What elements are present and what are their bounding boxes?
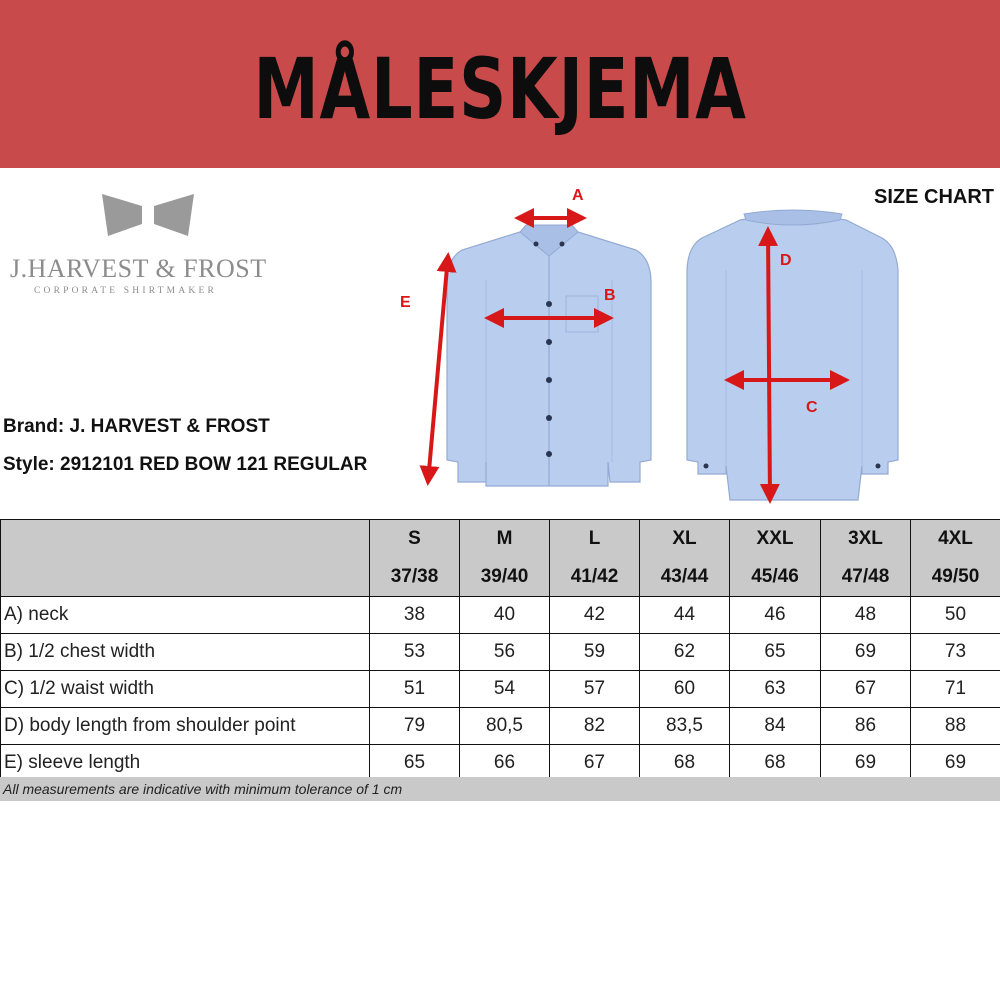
table-cell: 69: [821, 634, 911, 671]
brand-info: Brand: J. HARVEST & FROST: [3, 416, 270, 437]
label-c: C: [806, 399, 818, 416]
table-cell: 48: [821, 597, 911, 634]
back-shirt-illustration: [687, 210, 898, 500]
row-label: E) sleeve length: [1, 745, 370, 782]
table-cell: 73: [911, 634, 1000, 671]
size-table: [0, 519, 1000, 782]
table-cell: 79: [370, 708, 460, 745]
size-chart-label: SIZE CHART: [874, 186, 994, 208]
table-row: [1, 708, 1000, 745]
table-cell: 57: [550, 671, 640, 708]
size-header: S 37/38: [370, 520, 460, 597]
table-cell: 38: [370, 597, 460, 634]
table-cell: 51: [370, 671, 460, 708]
table-cell: 62: [640, 634, 730, 671]
label-d: D: [780, 252, 792, 269]
table-cell: 46: [730, 597, 821, 634]
table-cell: 56: [460, 634, 550, 671]
table-row: [1, 634, 1000, 671]
front-shirt-illustration: [447, 225, 651, 486]
style-info: Style: 2912101 RED BOW 121 REGULAR: [3, 454, 368, 475]
table-cell: 67: [550, 745, 640, 782]
logo-name: J.HARVEST & FROST: [10, 254, 267, 283]
table-cell: 80,5: [460, 708, 550, 745]
table-cell: 68: [640, 745, 730, 782]
row-label: D) body length from shoulder point: [1, 708, 370, 745]
table-cell: 71: [911, 671, 1000, 708]
table-cell: 59: [550, 634, 640, 671]
size-header: M 39/40: [460, 520, 550, 597]
row-label: C) 1/2 waist width: [1, 671, 370, 708]
title-banner: [0, 0, 1000, 168]
table-cell: 67: [821, 671, 911, 708]
label-b: B: [604, 287, 616, 304]
table-cell: 40: [460, 597, 550, 634]
size-header: XL 43/44: [640, 520, 730, 597]
table-cell: 60: [640, 671, 730, 708]
arrow-e: [428, 256, 448, 482]
size-header: XXL 45/46: [730, 520, 821, 597]
page-title: MÅLESKJEMA: [253, 40, 747, 138]
size-header: L 41/42: [550, 520, 640, 597]
table-cell: 63: [730, 671, 821, 708]
table-cell: 53: [370, 634, 460, 671]
label-e: E: [400, 294, 411, 311]
table-row: [1, 597, 1000, 634]
row-label: B) 1/2 chest width: [1, 634, 370, 671]
size-header-row: [1, 520, 1000, 597]
table-cell: 50: [911, 597, 1000, 634]
size-header: 3XL 47/48: [821, 520, 911, 597]
size-header: 4XL 49/50: [911, 520, 1000, 597]
footnote: All measurements are indicative with minimum tolerance of 1 cm: [0, 777, 1000, 801]
table-cell: 44: [640, 597, 730, 634]
table-cell: 42: [550, 597, 640, 634]
table-cell: 88: [911, 708, 1000, 745]
table-cell: 66: [460, 745, 550, 782]
table-cell: 83,5: [640, 708, 730, 745]
table-cell: 65: [730, 634, 821, 671]
table-cell: 68: [730, 745, 821, 782]
table-cell: 69: [911, 745, 1000, 782]
table-cell: 65: [370, 745, 460, 782]
table-cell: 54: [460, 671, 550, 708]
table-cell: 69: [821, 745, 911, 782]
logo-subtitle: CORPORATE SHIRTMAKER: [34, 286, 217, 296]
table-cell: 82: [550, 708, 640, 745]
arrow-d: [768, 230, 770, 500]
header-corner: [1, 520, 370, 597]
table-cell: 86: [821, 708, 911, 745]
table-row: [1, 671, 1000, 708]
table-cell: 84: [730, 708, 821, 745]
row-label: A) neck: [1, 597, 370, 634]
label-a: A: [572, 187, 584, 204]
table-row: [1, 745, 1000, 782]
